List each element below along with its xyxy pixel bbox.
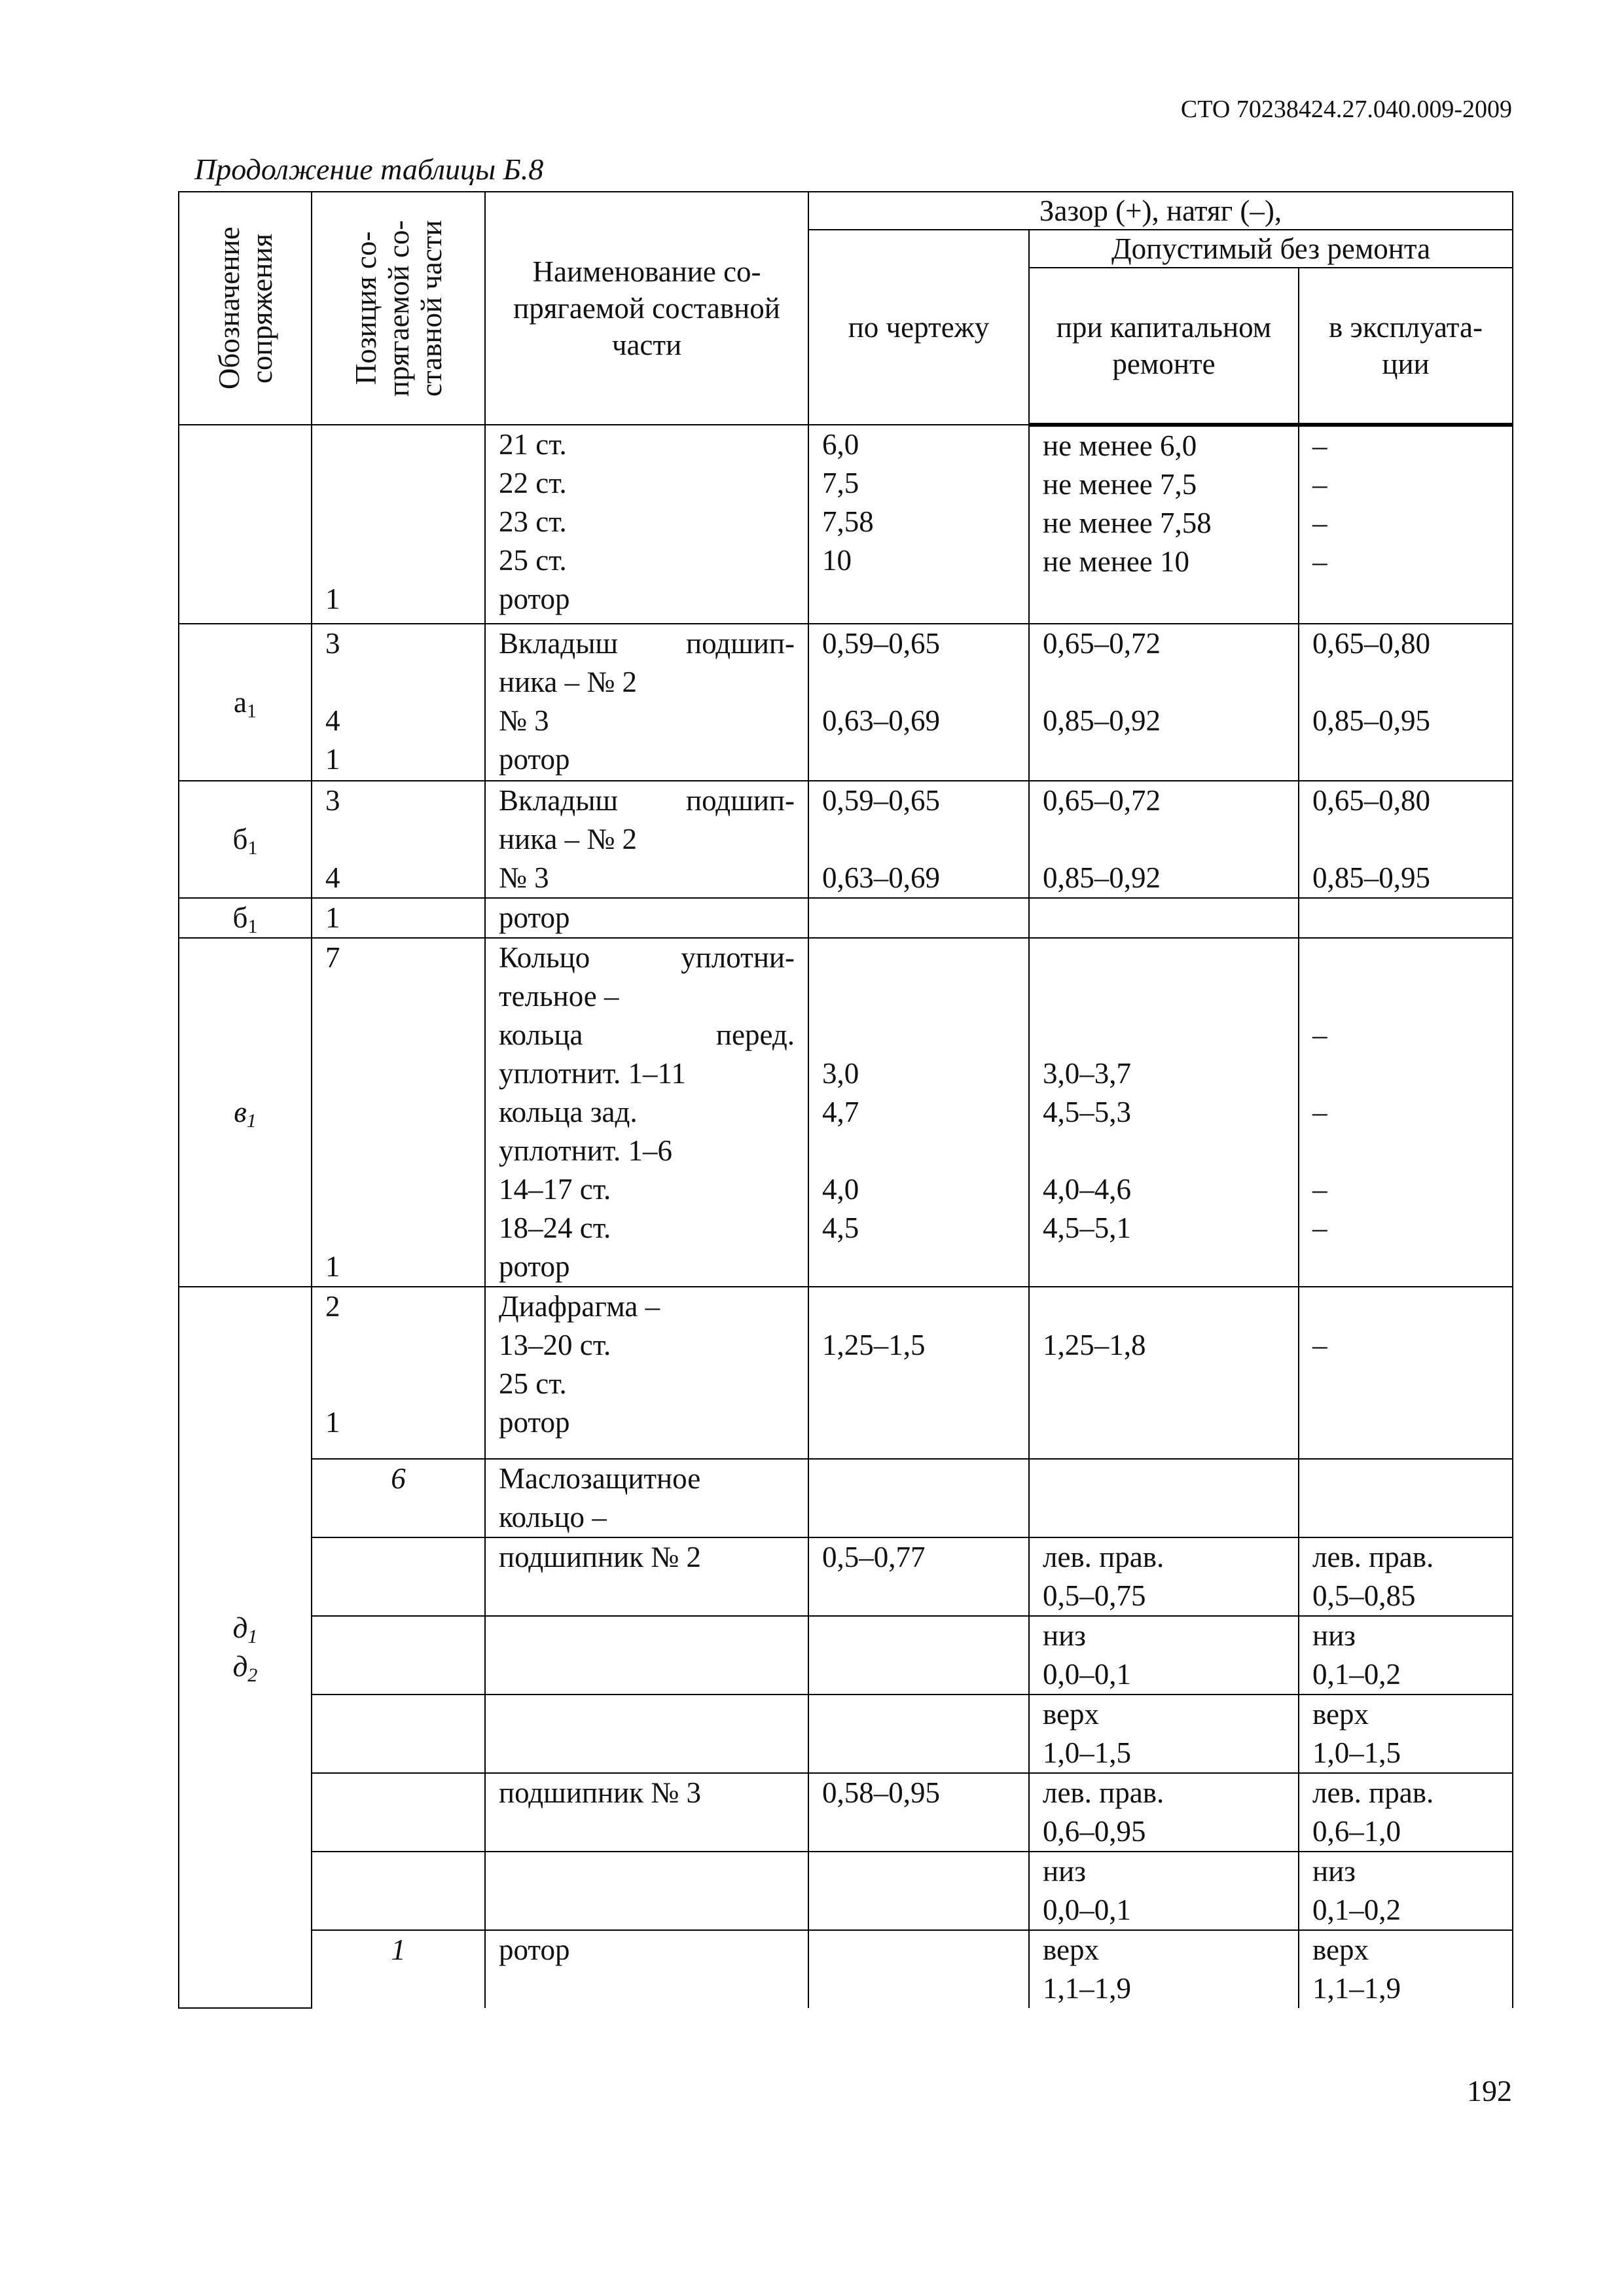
drawing-value-cell	[808, 1459, 1029, 1537]
operation-value-cell: лев. прав. 0,5–0,85	[1299, 1537, 1513, 1616]
header-designation: Обозначение сопряжения	[179, 192, 312, 425]
operation-value-cell: лев. прав. 0,6–1,0	[1299, 1773, 1513, 1852]
position-cell	[312, 1616, 485, 1695]
header-part-name: Наименование со- прягаемой составной части	[485, 192, 808, 425]
drawing-value-cell	[808, 898, 1029, 938]
designation-cell: $а_1$	[179, 624, 312, 781]
header-position: Позиция со- прягаемой со- ставной части	[312, 192, 485, 425]
drawing-value-cell: 0,58–0,95	[808, 1773, 1029, 1852]
table-row	[179, 1930, 1513, 2008]
operation-value-cell: 0,65–0,80 0,85–0,95	[1299, 624, 1513, 781]
position-cell: 6	[312, 1459, 485, 1537]
part-name-cell	[485, 1852, 808, 1930]
table-row	[179, 1287, 1513, 1459]
overhaul-value-cell: 3,0–3,7 4,5–5,3 4,0–4,6 4,5–5,1	[1029, 938, 1299, 1287]
drawing-value-cell: 0,5–0,77	[808, 1537, 1029, 1616]
overhaul-value-cell: 0,65–0,72 0,85–0,92	[1029, 781, 1299, 898]
position-cell	[312, 1695, 485, 1773]
part-name-cell: Маслозащитное кольцо –	[485, 1459, 808, 1537]
position-cell: 1	[312, 425, 485, 624]
operation-value-cell: 0,65–0,80 0,85–0,95	[1299, 781, 1513, 898]
drawing-value-cell	[808, 1616, 1029, 1695]
overhaul-value-cell: лев. прав. 0,5–0,75	[1029, 1537, 1299, 1616]
drawing-value-cell	[808, 1852, 1029, 1930]
overhaul-value-cell	[1029, 898, 1299, 938]
header-operation: в эксплуата- ции	[1299, 268, 1513, 425]
position-cell: 3 4	[312, 781, 485, 898]
overhaul-value-cell: 1,25–1,8	[1029, 1287, 1299, 1459]
part-name-cell	[485, 1695, 808, 1773]
position-cell: 2 1	[312, 1287, 485, 1459]
operation-value-cell	[1299, 898, 1513, 938]
position-cell: 3 4 1	[312, 624, 485, 781]
table-row	[179, 1459, 1513, 1537]
part-name-cell: 21 ст. 22 ст. 23 ст. 25 ст. ротор	[485, 425, 808, 624]
part-name-cell: Диафрагма – 13–20 ст. 25 ст. ротор	[485, 1287, 808, 1459]
operation-value-cell: низ 0,1–0,2	[1299, 1616, 1513, 1695]
header-overhaul: при капитальном ремонте	[1029, 268, 1299, 425]
document-code: СТО 70238424.27.040.009-2009	[1180, 96, 1512, 123]
operation-value-cell: – – – –	[1299, 425, 1513, 624]
table-row	[179, 425, 1513, 624]
position-cell: 7 1	[312, 938, 485, 1287]
overhaul-value-cell: 0,65–0,72 0,85–0,92	[1029, 624, 1299, 781]
part-name-cell: Кольцо уплотни- тельное – кольца перед. уплотнит. 1–11 кольца зад. уплотнит. 1–6 14–17 ст. 18–24 ст. ротор	[485, 938, 808, 1287]
table-row	[179, 624, 1513, 781]
overhaul-value-cell: верх 1,1–1,9	[1029, 1930, 1299, 2008]
overhaul-value-cell: низ 0,0–0,1	[1029, 1852, 1299, 1930]
operation-value-cell: –	[1299, 1287, 1513, 1459]
designation-cell: $в_1$	[179, 938, 312, 1287]
overhaul-value-cell: не менее 6,0 не менее 7,5 не менее 7,58 не менее 10	[1029, 425, 1299, 624]
table-row	[179, 1852, 1513, 1930]
operation-value-cell	[1299, 1459, 1513, 1537]
operation-value-cell: верх 1,0–1,5	[1299, 1695, 1513, 1773]
designation-cell: $д_1$ $д_2$	[179, 1287, 312, 2008]
table-row	[179, 781, 1513, 898]
position-cell	[312, 1852, 485, 1930]
drawing-value-cell: 0,59–0,65 0,63–0,69	[808, 624, 1029, 781]
table-row	[179, 1616, 1513, 1695]
position-cell: 1	[312, 898, 485, 938]
overhaul-value-cell: низ 0,0–0,1	[1029, 1616, 1299, 1695]
part-name-cell: подшипник № 3	[485, 1773, 808, 1852]
part-name-cell: ротор	[485, 898, 808, 938]
drawing-value-cell: 1,25–1,5	[808, 1287, 1029, 1459]
table-row	[179, 938, 1513, 1287]
part-name-cell	[485, 1616, 808, 1695]
drawing-value-cell: 3,0 4,7 4,0 4,5	[808, 938, 1029, 1287]
drawing-value-cell: 6,0 7,5 7,58 10	[808, 425, 1029, 624]
table-row	[179, 898, 1513, 938]
designation-cell: $б_1$	[179, 898, 312, 938]
overhaul-value-cell: верх 1,0–1,5	[1029, 1695, 1299, 1773]
position-cell	[312, 1773, 485, 1852]
position-cell	[312, 1537, 485, 1616]
drawing-value-cell	[808, 1930, 1029, 2008]
table-row	[179, 1695, 1513, 1773]
drawing-value-cell: 0,59–0,65 0,63–0,69	[808, 781, 1029, 898]
clearance-table	[178, 191, 1513, 2009]
table-caption: Продолжение таблицы Б.8	[194, 152, 544, 186]
part-name-cell: Вкладыш подшип- ника – № 2 № 3 ротор	[485, 624, 808, 781]
page-number: 192	[1467, 2074, 1512, 2108]
overhaul-value-cell: лев. прав. 0,6–0,95	[1029, 1773, 1299, 1852]
header-clearance-group: Зазор (+), натяг (–),	[808, 192, 1513, 230]
part-name-cell: ротор	[485, 1930, 808, 2008]
drawing-value-cell	[808, 1695, 1029, 1773]
position-cell: 1	[312, 1930, 485, 2008]
table-row	[179, 1773, 1513, 1852]
part-name-cell: подшипник № 2	[485, 1537, 808, 1616]
header-by-drawing: по чертежу	[808, 230, 1029, 425]
designation-cell	[179, 425, 312, 624]
table-row	[179, 1537, 1513, 1616]
operation-value-cell: верх 1,1–1,9	[1299, 1930, 1513, 2008]
overhaul-value-cell	[1029, 1459, 1299, 1537]
part-name-cell: Вкладыш подшип- ника – № 2 № 3	[485, 781, 808, 898]
operation-value-cell: – – – –	[1299, 938, 1513, 1287]
operation-value-cell: низ 0,1–0,2	[1299, 1852, 1513, 1930]
designation-cell: $б_1$	[179, 781, 312, 898]
header-allowed-group: Допустимый без ремонта	[1029, 230, 1513, 268]
